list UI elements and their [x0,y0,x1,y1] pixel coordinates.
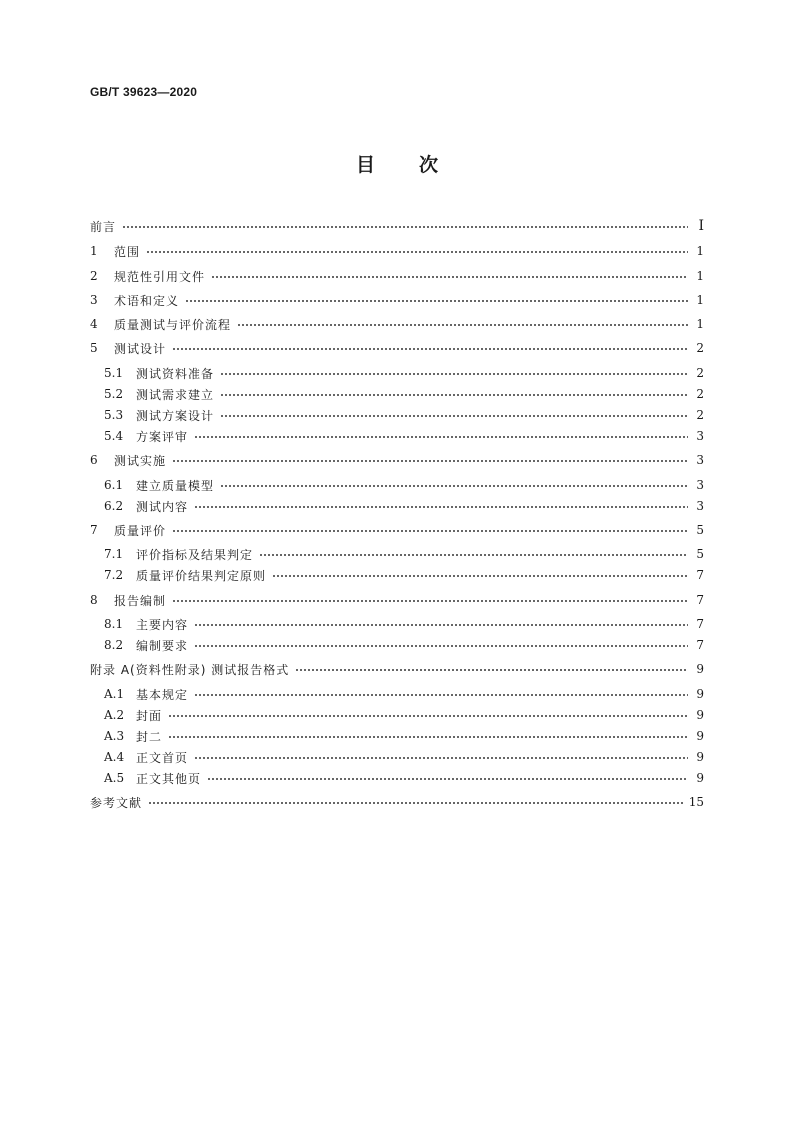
toc-entry[interactable] [104,477,704,493]
dot-leader [237,324,688,326]
toc-entry-page: 5 [696,547,704,561]
toc-entry[interactable] [104,616,704,632]
toc-entry[interactable] [104,686,704,702]
toc-entry[interactable] [90,592,704,608]
toc-title-part2: 次 [419,154,439,176]
toc-entry-label: 方案评审 [136,429,189,444]
toc-entry[interactable] [90,292,704,308]
toc-entry-number: 5.1 [104,366,124,380]
toc-entry-page: 7 [696,593,704,607]
toc-entry[interactable] [104,498,704,514]
toc-entry-label: 封面 [136,708,163,723]
toc-entry-label: 测试需求建立 [136,387,215,402]
toc-entry-number: 5 [90,341,98,355]
toc-entry-page: 9 [696,708,704,722]
toc-entry-label: 范围 [114,244,141,259]
toc-entry-page: 9 [696,729,704,743]
toc-entry-page: Ⅰ [698,218,704,234]
toc-entry-number: 7 [90,523,98,537]
toc-entry-label: 前言 [90,219,117,234]
toc-entry-label: 测试内容 [136,499,189,514]
toc-entry[interactable] [104,728,704,744]
dot-leader [211,276,688,278]
toc-entry-label: 质量评价 [114,523,167,538]
toc-entry[interactable] [90,661,704,677]
toc-entry-page: 9 [696,687,704,701]
dot-leader [220,485,688,487]
dot-leader [194,506,688,508]
toc-entry-label: 测试资料准备 [136,366,215,381]
toc-entry-label: 正文其他页 [136,771,202,786]
toc-entry-page: 2 [696,408,704,422]
toc-entry-number: 8 [90,593,98,607]
toc-entry-label: 质量评价结果判定原则 [136,568,267,583]
toc-entry-label: 报告编制 [114,593,167,608]
toc-entry-number: A.5 [104,771,125,785]
toc-entry[interactable] [104,407,704,423]
toc-entry[interactable] [90,243,704,259]
dot-leader [148,802,683,804]
toc-entry-number: 8.1 [104,617,124,631]
toc-entry[interactable] [104,365,704,381]
toc-entry-page: 7 [696,638,704,652]
toc-entry-page: 9 [696,750,704,764]
toc-entry-label: 附录 A(资料性附录) 测试报告格式 [90,662,290,677]
dot-leader [172,348,688,350]
toc-entry-label: 测试实施 [114,453,167,468]
dot-leader [172,460,688,462]
toc-entry[interactable] [104,546,704,562]
dot-leader [168,736,688,738]
toc-entry-number: 3 [90,293,98,307]
toc-entry-number: A.1 [104,687,125,701]
toc-entry-number: 7.2 [104,568,124,582]
toc-entry-number: 5.3 [104,408,124,422]
toc-entry[interactable] [104,749,704,765]
toc-entry-label: 术语和定义 [114,293,180,308]
toc-title-part1: 目 [355,154,375,176]
toc-entry-number: 5.4 [104,429,124,443]
dot-leader [295,669,688,671]
toc-entry-label: 规范性引用文件 [114,269,206,284]
toc-entry[interactable] [90,794,704,810]
toc-entry-page: 2 [696,341,704,355]
toc-entry[interactable] [104,428,704,444]
dot-leader [168,715,688,717]
toc-entry[interactable] [90,268,704,284]
toc-entry[interactable] [90,452,704,468]
toc-entry-number: 8.2 [104,638,124,652]
toc-entry-page: 2 [696,366,704,380]
dot-leader [194,645,688,647]
toc-entry[interactable] [104,770,704,786]
toc-entry-page: 3 [696,499,704,513]
toc-entry-page: 9 [696,771,704,785]
dot-leader [194,624,688,626]
toc-entry-page: 9 [696,662,704,676]
dot-leader [220,415,688,417]
toc-entry-page: 3 [696,453,704,467]
toc-entry-label: 正文首页 [136,750,189,765]
toc-entry-number: 1 [90,244,98,258]
dot-leader [259,554,688,556]
toc-entry[interactable] [104,637,704,653]
toc-entry-label: 基本规定 [136,687,189,702]
dot-leader [207,778,688,780]
toc-entry-label: 评价指标及结果判定 [136,547,254,562]
toc-entry-label: 主要内容 [136,617,189,632]
dot-leader [172,530,688,532]
document-code: GB/T 39623—2020 [90,85,198,99]
toc-entry-page: 7 [696,617,704,631]
toc-entry-number: A.2 [104,708,125,722]
toc-entry-page: 1 [696,293,704,307]
toc-entry-page: 3 [696,429,704,443]
dot-leader [272,575,688,577]
dot-leader [194,436,688,438]
toc-entry-label: 测试设计 [114,341,167,356]
toc-entry-label: 参考文献 [90,795,143,810]
toc-entry[interactable] [90,218,704,234]
toc-entry-page: 5 [696,523,704,537]
toc-entry-number: 6.1 [104,478,124,492]
toc-entry-label: 质量测试与评价流程 [114,317,232,332]
toc-entry-page: 3 [696,478,704,492]
toc-entry-number: 2 [90,269,98,283]
toc-entry-page: 1 [696,244,704,258]
toc-entry-label: 封二 [136,729,163,744]
toc-entry-page: 1 [696,317,704,331]
toc-entry-page: 2 [696,387,704,401]
toc-entry-number: 5.2 [104,387,124,401]
dot-leader [194,757,688,759]
toc-entry-label: 编制要求 [136,638,189,653]
toc-entry[interactable] [104,386,704,402]
toc-entry-number: 4 [90,317,98,331]
toc-entry-page: 15 [688,795,704,809]
toc-entry[interactable] [104,707,704,723]
dot-leader [146,251,688,253]
toc-entry-page: 7 [696,568,704,582]
dot-leader [220,373,688,375]
toc-entry-label: 测试方案设计 [136,408,215,423]
dot-leader [194,694,688,696]
dot-leader [122,226,688,228]
toc-entry-number: 6 [90,453,98,467]
toc-entry-number: A.4 [104,750,125,764]
toc-entry-label: 建立质量模型 [136,478,215,493]
toc-entry-number: 7.1 [104,547,124,561]
toc-entry[interactable] [90,340,704,356]
toc-entry[interactable] [104,567,704,583]
toc-entry-number: 6.2 [104,499,124,513]
toc-entry[interactable] [90,316,704,332]
dot-leader [220,394,688,396]
toc-entry[interactable] [90,522,704,538]
toc-entry-page: 1 [696,269,704,283]
dot-leader [172,600,688,602]
toc-entry-number: A.3 [104,729,125,743]
dot-leader [185,300,688,302]
